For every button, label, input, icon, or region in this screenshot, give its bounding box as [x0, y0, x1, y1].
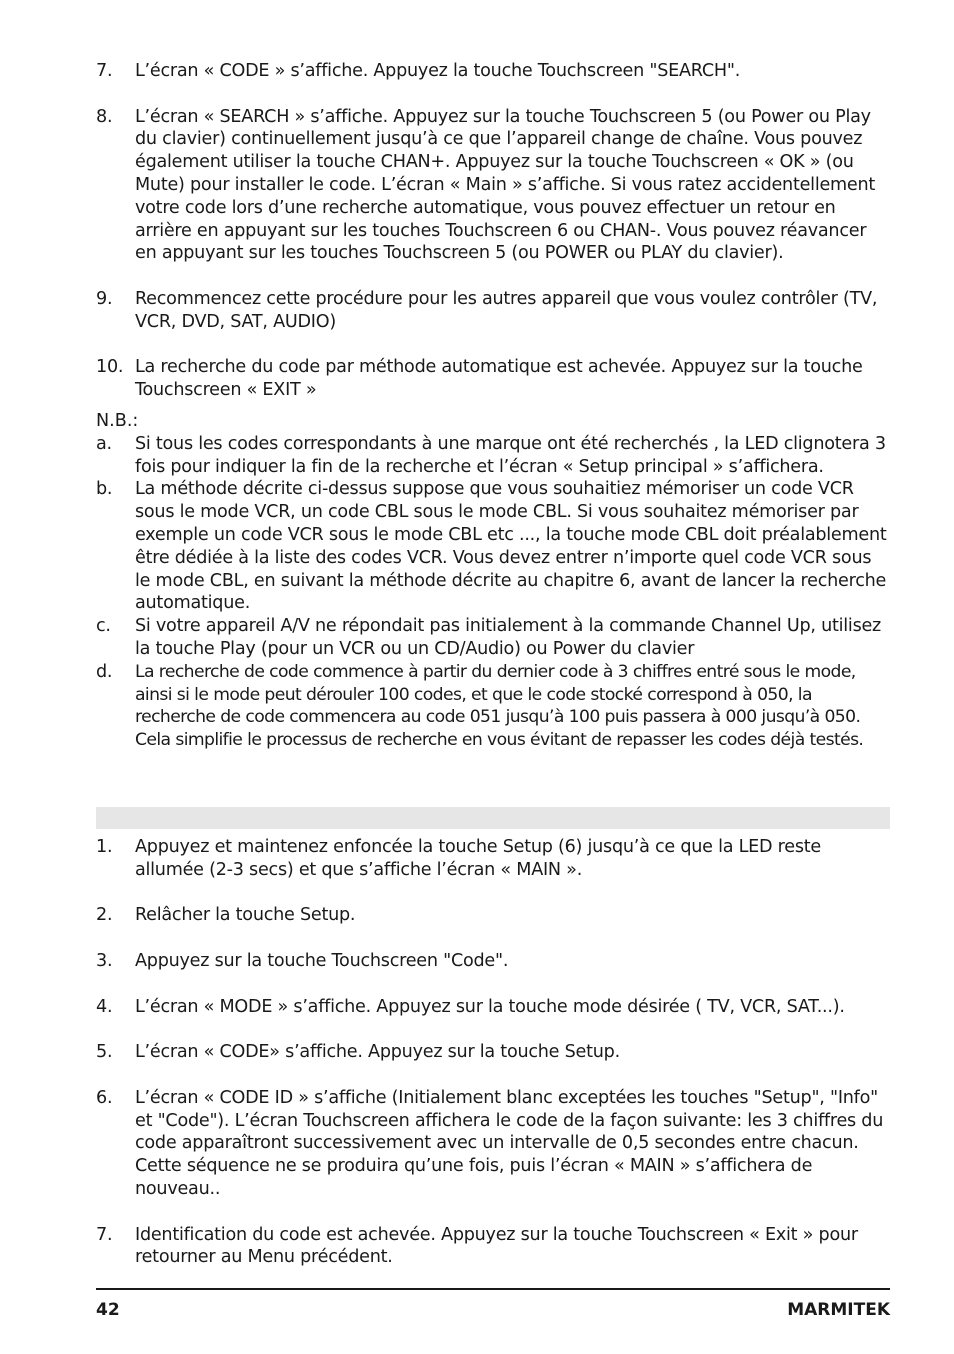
item-text: Relâcher la touche Setup.: [135, 905, 356, 926]
list-item: [96, 288, 890, 334]
item-number: 4.: [96, 996, 113, 1017]
item-text: Identification du code est achevée. Appuyez sur la touche Touchscreen « Exit » pour retourner au Menu précédent.: [135, 1224, 858, 1268]
item-text: Si votre appareil A/V ne répondait pas initialement à la commande Channel Up, utilisez la touche Play (pour un VCR ou un CD/Audio) ou Power du clavier: [135, 616, 882, 659]
list-item: [96, 1224, 890, 1270]
nb-label: N.B.:: [96, 410, 139, 431]
footer-divider: [96, 1288, 890, 1290]
item-number: 10.: [96, 357, 124, 378]
note-item: [96, 615, 890, 661]
item-number: 1.: [96, 837, 113, 857]
item-number: 5.: [96, 1042, 113, 1063]
item-letter: d.: [96, 661, 113, 682]
item-number: 7.: [96, 61, 113, 81]
list-item: [96, 60, 890, 83]
item-number: 2.: [96, 905, 113, 926]
item-text: La méthode décrite ci-dessus suppose que vous souhaitiez mémoriser un code VCR sous le mode VCR, un code CBL sous le mode CBL. Si vous souhaitez mémoriser par exemple un code VCR sous le mode CBL etc ..., la touche mode CBL doit préalablement être dédiée à la liste des codes VCR. Vous devez entrer n’importe quel code VCR sous le mode CBL, en suivant la méthode décrite au chapitre 6, avant de lancer la recherche automatique.: [135, 479, 887, 614]
note-item: [96, 661, 890, 752]
item-text: L’écran « MODE » s’affiche. Appuyez sur la touche mode désirée ( TV, VCR, SAT...).: [135, 996, 845, 1017]
item-letter: a.: [96, 433, 112, 454]
note-item: [96, 478, 890, 615]
list-item: [96, 106, 890, 266]
brand-name: MARMITEK: [787, 1300, 890, 1320]
section-2: [96, 836, 890, 1269]
page-number: 42: [96, 1300, 120, 1320]
item-text: L’écran « CODE » s’affiche. Appuyez la touche Touchscreen "SEARCH".: [135, 61, 741, 81]
section-1: [96, 60, 890, 752]
item-text: La recherche de code commence à partir du dernier code à 3 chiffres entré sous le mode, ainsi si le mode peut dérouler 100 codes, et que le code stocké correspond à 050, la recherche de code commencera au code 051 jusqu’à 100 puis passera à 000 jusqu’à 050. Cela simplifie le processus de recherche en vous évitant de repasser les codes déjà testés.: [135, 661, 864, 751]
list-item: [96, 1041, 890, 1064]
item-text: Recommencez cette procédure pour les autres appareil que vous voulez contrôler (TV, VCR, DVD, SAT, AUDIO): [135, 288, 878, 332]
item-number: 3.: [96, 950, 113, 971]
item-text: Appuyez et maintenez enfoncée la touche Setup (6) jusqu’à ce que la LED reste allumée (2-3 secs) et que s’affiche l’écran « MAIN ».: [135, 837, 821, 880]
list-item: [96, 950, 890, 973]
list-item: [96, 836, 890, 882]
item-text: Appuyez sur la touche Touchscreen "Code".: [135, 950, 509, 971]
item-number: 7.: [96, 1224, 113, 1245]
section-header-bar: [96, 807, 890, 829]
list-item: [96, 904, 890, 927]
list-item: [96, 996, 890, 1019]
list-item: [96, 1087, 890, 1201]
item-number: 6.: [96, 1087, 113, 1108]
item-text: L’écran « CODE ID » s’affiche (Initialement blanc exceptées les touches "Setup", "Info" et "Code"). L’écran Touchscreen affichera le code de la façon suivante: les 3 chiffres du code apparaîtront successivement avec un intervalle de 0,5 secondes entre chacun. Cette séquence ne se produira qu’une fois, puis l’écran « MAIN » s’affichera de nouveau..: [135, 1087, 884, 1199]
item-letter: c.: [96, 616, 111, 637]
item-text: L’écran « CODE» s’affiche. Appuyez sur la touche Setup.: [135, 1042, 620, 1063]
list-item: [96, 356, 890, 402]
item-text: L’écran « SEARCH » s’affiche. Appuyez sur la touche Touchscreen 5 (ou Power ou Play du clavier) continuellement jusqu’à ce que l’appareil change de chaîne. Vous pouvez également utiliser la touche CHAN+. Appuyez sur la touche Touchscreen « OK » (ou Mute) pour installer le code. L’écran « Main » s’affiche. Si vous ratez accidentellement votre code lors d’une recherche automatique, vous pouvez effectuer un retour en arrière en appuyant sur les touches Touchscreen 6 ou CHAN-. Vous pouvez réavancer en appuyant sur les touches Touchscreen 5 (ou POWER ou PLAY du clavier).: [135, 106, 876, 264]
item-text: Si tous les codes correspondants à une marque ont été recherchés , la LED clignotera 3 fois pour indiquer la fin de la recherche et l’écran « Setup principal » s’affichera.: [135, 433, 886, 477]
item-text: La recherche du code par méthode automatique est achevée. Appuyez sur la touche Touchscreen « EXIT »: [135, 357, 863, 401]
item-number: 9.: [96, 288, 113, 309]
item-letter: b.: [96, 479, 113, 500]
item-number: 8.: [96, 106, 113, 127]
note-item: [96, 433, 890, 479]
